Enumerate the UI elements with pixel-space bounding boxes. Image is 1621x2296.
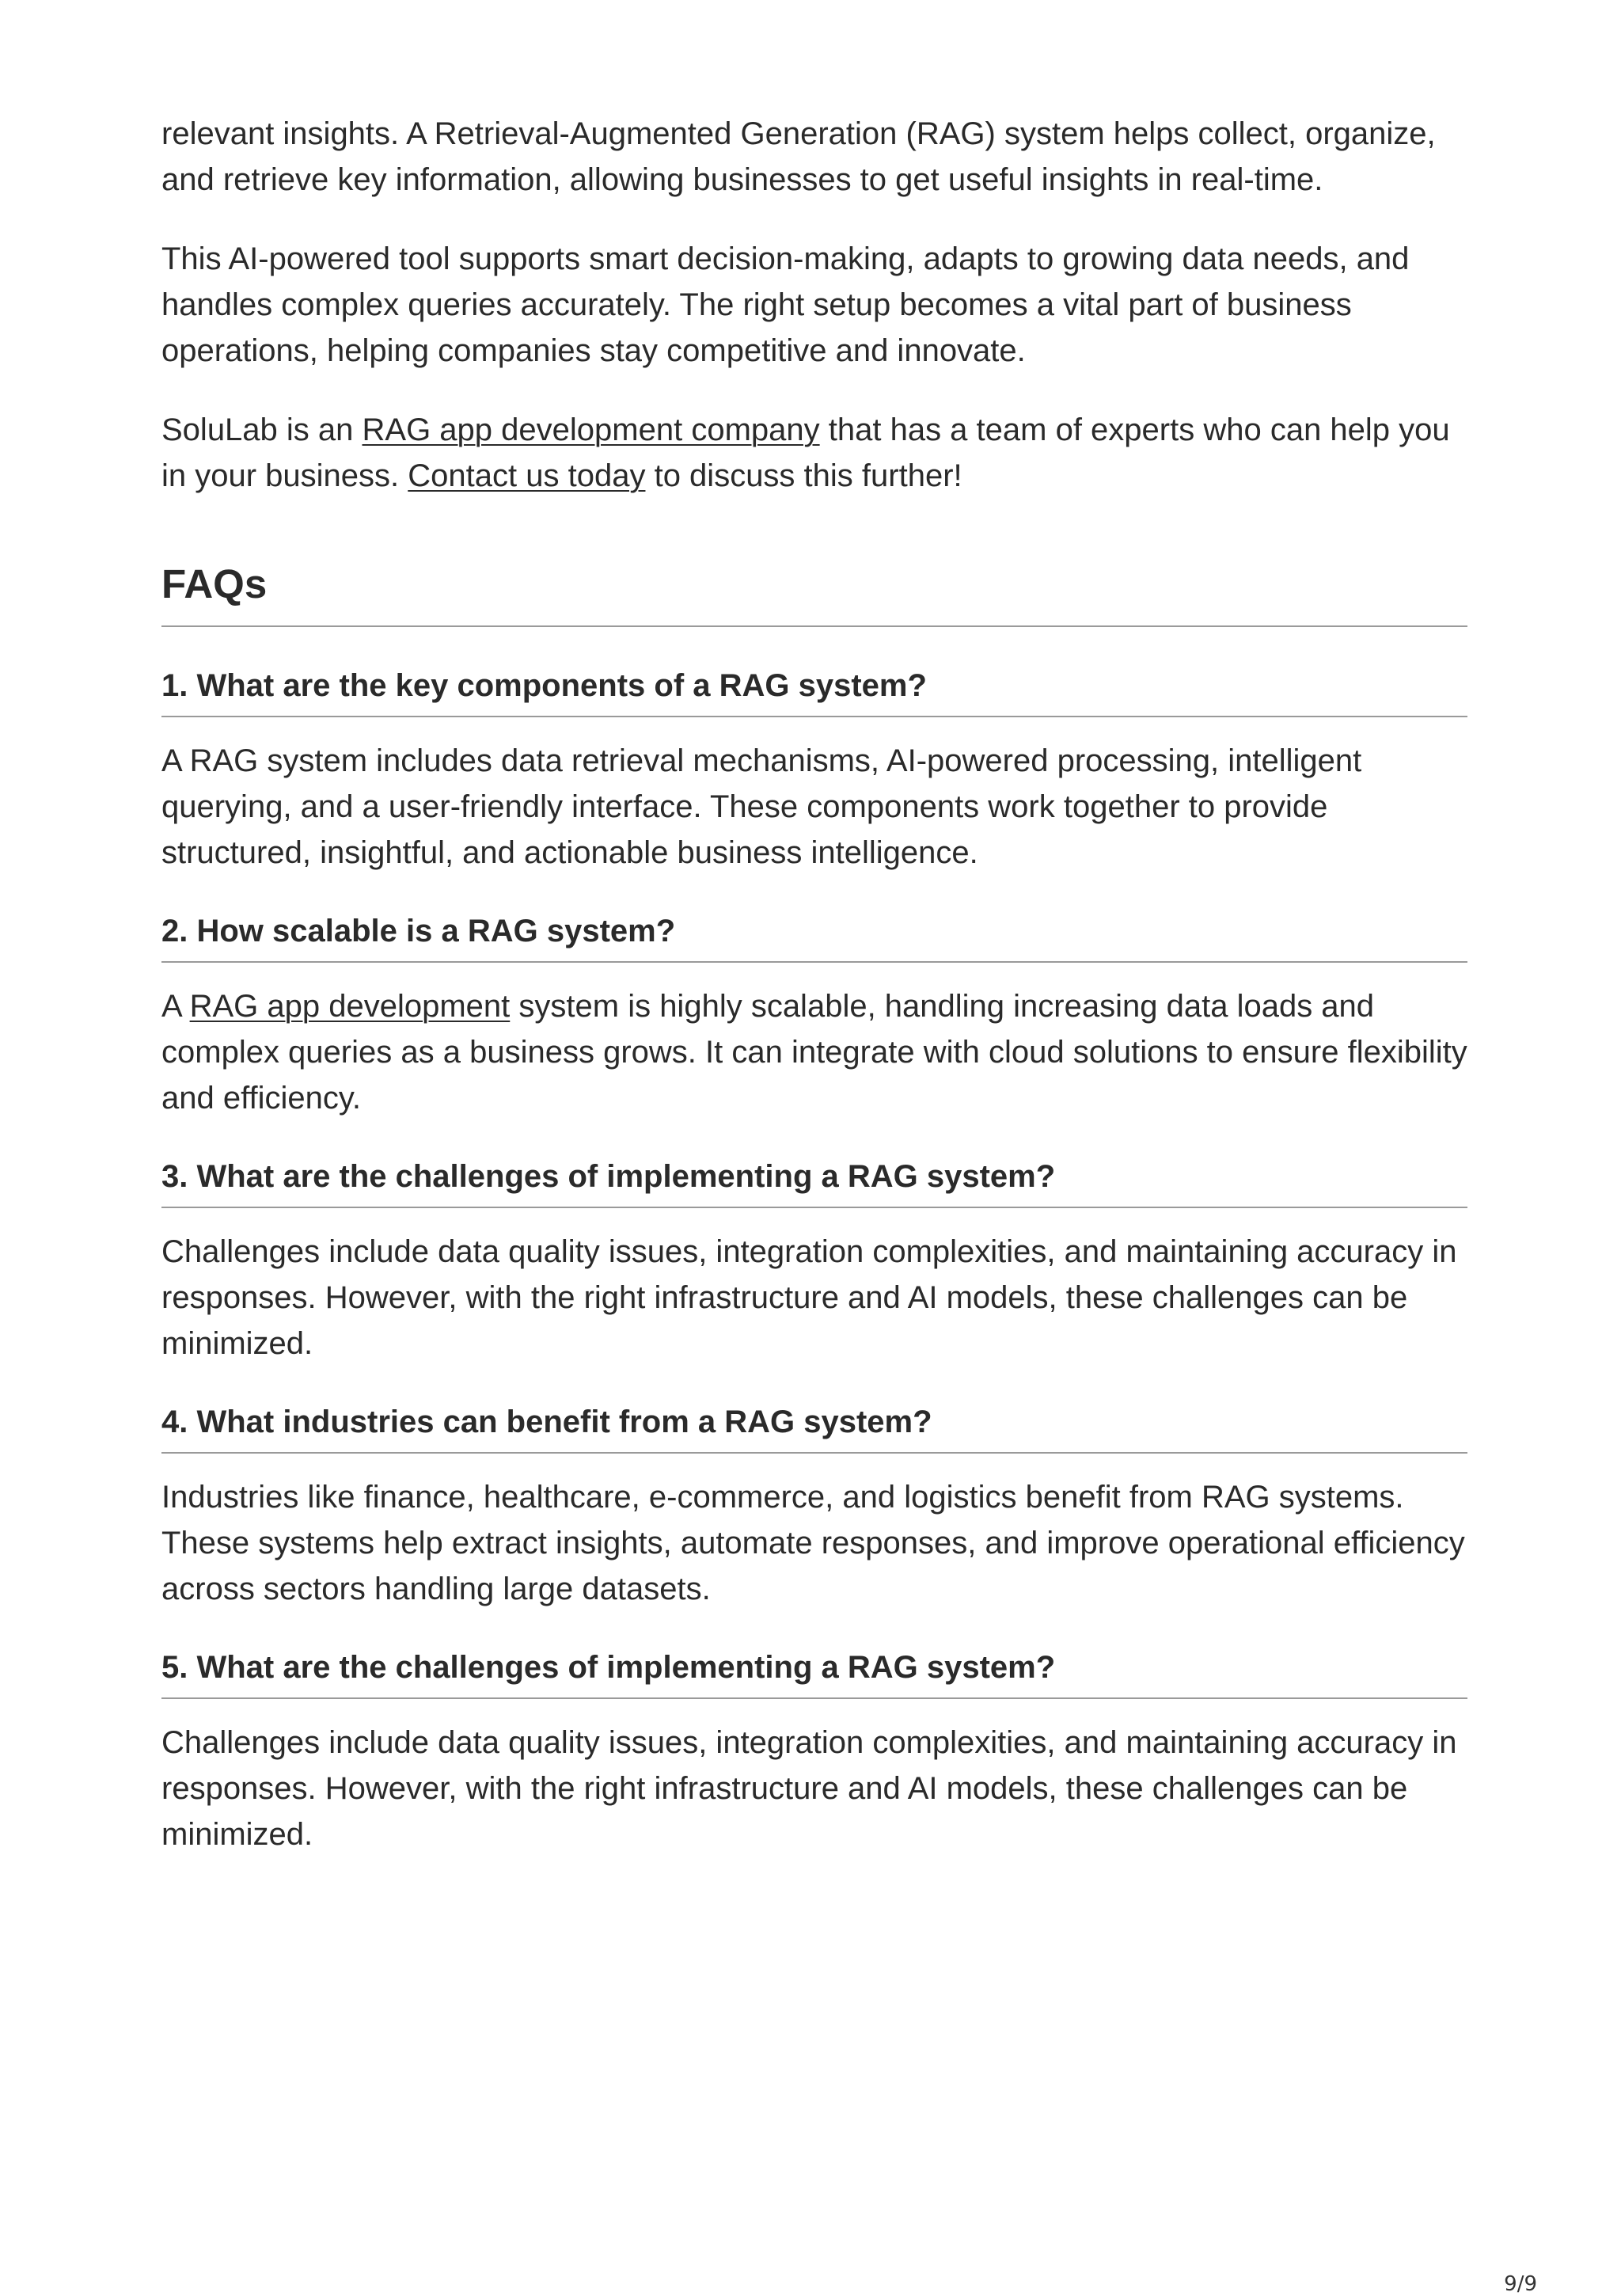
intro-paragraph-2: This AI-powered tool supports smart decision-making, adapts to growing data needs, and handles complex queries accurately. The right setup becomes a vital part of business operations, helping companies stay competitive and innovate. bbox=[161, 241, 1410, 368]
intro-paragraph-1: relevant insights. A Retrieval-Augmented Generation (RAG) system helps collect, organize, and retrieve key information, allowing businesses to get useful insights in real-time. bbox=[161, 116, 1436, 197]
intro-text-middle: that has a team of experts who can help you in your business. bbox=[161, 412, 1450, 493]
document-page bbox=[161, 111, 1467, 1857]
faq-question: 4. What industries can benefit from a RAG system? bbox=[161, 1401, 1467, 1454]
faq-item-2 bbox=[161, 910, 1467, 1121]
faq-answer-text-before-link: A bbox=[161, 989, 190, 1024]
intro-text-before-link: SoluLab is an bbox=[161, 412, 363, 447]
faq-item-3 bbox=[161, 1156, 1467, 1367]
faqs-heading: FAQs bbox=[161, 561, 1467, 627]
rag-app-development-link[interactable]: RAG app development bbox=[189, 989, 511, 1024]
faq-answer-text-after-link: system is highly scalable, handling increasing data loads and complex queries as a business grows. It can integrate with cloud solutions to ensure flexibility and efficiency. bbox=[161, 989, 1467, 1116]
faq-answer: Challenges include data quality issues, integration complexities, and maintaining accuracy in responses. However, with the right infrastructure and AI models, these challenges can be minimized. bbox=[161, 1234, 1457, 1361]
intro-text-after-link: to discuss this further! bbox=[645, 458, 962, 493]
faq-question: 5. What are the challenges of implementing a RAG system? bbox=[161, 1647, 1467, 1699]
contact-us-link[interactable]: Contact us today bbox=[408, 458, 646, 493]
intro-paragraph-3 bbox=[161, 407, 1467, 499]
faq-answer: Challenges include data quality issues, integration complexities, and maintaining accuracy in responses. However, with the right infrastructure and AI models, these challenges can be minimized. bbox=[161, 1725, 1457, 1852]
faq-item-5 bbox=[161, 1647, 1467, 1857]
faq-item-1 bbox=[161, 665, 1467, 876]
faq-question: 3. What are the challenges of implementing a RAG system? bbox=[161, 1156, 1467, 1208]
faq-item-4 bbox=[161, 1401, 1467, 1612]
faq-answer: Industries like finance, healthcare, e-commerce, and logistics benefit from RAG systems. These systems help extract insights, automate responses, and improve operational efficiency across sectors handling large datasets. bbox=[161, 1480, 1465, 1606]
faq-question: 1. What are the key components of a RAG system? bbox=[161, 665, 1467, 717]
faq-question: 2. How scalable is a RAG system? bbox=[161, 910, 1467, 963]
rag-app-development-company-link[interactable]: RAG app development company bbox=[362, 412, 820, 447]
faq-answer: A RAG system includes data retrieval mechanisms, AI-powered processing, intelligent querying, and a user-friendly interface. These components work together to provide structured, insightful, and actionable business intelligence. bbox=[161, 743, 1362, 870]
faq-answer bbox=[161, 983, 1467, 1121]
page-number: 9/9 bbox=[1504, 2272, 1537, 2296]
